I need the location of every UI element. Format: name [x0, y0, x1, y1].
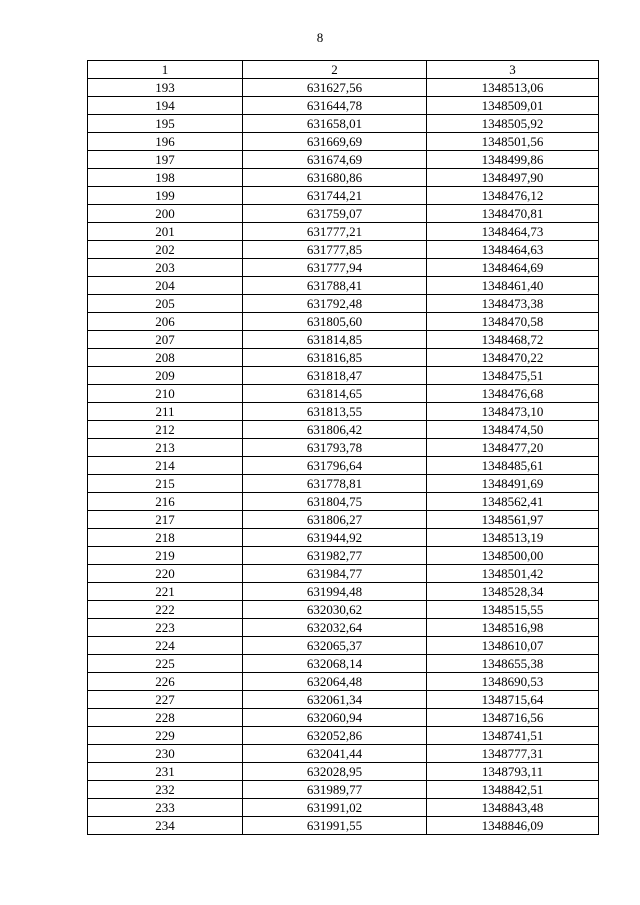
cell-y-coordinate: 1348509,01 [427, 97, 599, 115]
cell-point-number: 209 [88, 367, 243, 385]
cell-y-coordinate: 1348562,41 [427, 493, 599, 511]
cell-x-coordinate: 632032,64 [243, 619, 427, 637]
cell-point-number: 201 [88, 223, 243, 241]
table-row [88, 313, 599, 331]
cell-y-coordinate: 1348475,51 [427, 367, 599, 385]
cell-point-number: 225 [88, 655, 243, 673]
cell-x-coordinate: 632028,95 [243, 763, 427, 781]
table-row [88, 511, 599, 529]
cell-x-coordinate: 631984,77 [243, 565, 427, 583]
cell-point-number: 216 [88, 493, 243, 511]
cell-y-coordinate: 1348655,38 [427, 655, 599, 673]
cell-x-coordinate: 631982,77 [243, 547, 427, 565]
cell-x-coordinate: 631658,01 [243, 115, 427, 133]
cell-x-coordinate: 632061,34 [243, 691, 427, 709]
cell-x-coordinate: 631991,55 [243, 817, 427, 835]
column-header-number: 1 [88, 61, 243, 79]
cell-y-coordinate: 1348528,34 [427, 583, 599, 601]
cell-point-number: 218 [88, 529, 243, 547]
cell-y-coordinate: 1348501,42 [427, 565, 599, 583]
cell-point-number: 228 [88, 709, 243, 727]
cell-y-coordinate: 1348843,48 [427, 799, 599, 817]
cell-point-number: 226 [88, 673, 243, 691]
cell-point-number: 215 [88, 475, 243, 493]
cell-point-number: 212 [88, 421, 243, 439]
cell-y-coordinate: 1348485,61 [427, 457, 599, 475]
cell-point-number: 214 [88, 457, 243, 475]
cell-y-coordinate: 1348515,55 [427, 601, 599, 619]
table-row [88, 79, 599, 97]
cell-y-coordinate: 1348473,10 [427, 403, 599, 421]
cell-x-coordinate: 632065,37 [243, 637, 427, 655]
cell-x-coordinate: 631674,69 [243, 151, 427, 169]
cell-point-number: 194 [88, 97, 243, 115]
cell-point-number: 198 [88, 169, 243, 187]
table-row [88, 241, 599, 259]
cell-point-number: 205 [88, 295, 243, 313]
table-row [88, 457, 599, 475]
cell-y-coordinate: 1348491,69 [427, 475, 599, 493]
cell-point-number: 227 [88, 691, 243, 709]
cell-x-coordinate: 631777,85 [243, 241, 427, 259]
table-row [88, 277, 599, 295]
page-number: 8 [316, 30, 324, 45]
cell-x-coordinate: 631805,60 [243, 313, 427, 331]
cell-point-number: 231 [88, 763, 243, 781]
cell-x-coordinate: 631644,78 [243, 97, 427, 115]
cell-point-number: 224 [88, 637, 243, 655]
cell-y-coordinate: 1348793,11 [427, 763, 599, 781]
table-row [88, 439, 599, 457]
table-row [88, 601, 599, 619]
cell-point-number: 220 [88, 565, 243, 583]
table-row [88, 619, 599, 637]
table-row [88, 97, 599, 115]
cell-y-coordinate: 1348473,38 [427, 295, 599, 313]
cell-x-coordinate: 631744,21 [243, 187, 427, 205]
table-row [88, 331, 599, 349]
cell-y-coordinate: 1348513,06 [427, 79, 599, 97]
cell-x-coordinate: 631991,02 [243, 799, 427, 817]
cell-x-coordinate: 632064,48 [243, 673, 427, 691]
cell-y-coordinate: 1348561,97 [427, 511, 599, 529]
cell-x-coordinate: 631680,86 [243, 169, 427, 187]
cell-x-coordinate: 631792,48 [243, 295, 427, 313]
table-row [88, 565, 599, 583]
table-row [88, 151, 599, 169]
table-row [88, 133, 599, 151]
cell-y-coordinate: 1348470,58 [427, 313, 599, 331]
table-row [88, 799, 599, 817]
cell-x-coordinate: 631627,56 [243, 79, 427, 97]
table-row [88, 475, 599, 493]
cell-y-coordinate: 1348477,20 [427, 439, 599, 457]
table-row [88, 529, 599, 547]
cell-x-coordinate: 632060,94 [243, 709, 427, 727]
cell-point-number: 207 [88, 331, 243, 349]
cell-x-coordinate: 631814,65 [243, 385, 427, 403]
table-row [88, 781, 599, 799]
table-row [88, 187, 599, 205]
cell-y-coordinate: 1348513,19 [427, 529, 599, 547]
cell-point-number: 222 [88, 601, 243, 619]
cell-point-number: 229 [88, 727, 243, 745]
table-row [88, 421, 599, 439]
cell-y-coordinate: 1348500,00 [427, 547, 599, 565]
coordinates-table [87, 60, 599, 835]
table-header [88, 61, 599, 79]
table-row [88, 349, 599, 367]
cell-x-coordinate: 631994,48 [243, 583, 427, 601]
table-row [88, 763, 599, 781]
cell-x-coordinate: 632030,62 [243, 601, 427, 619]
cell-point-number: 195 [88, 115, 243, 133]
cell-y-coordinate: 1348715,64 [427, 691, 599, 709]
cell-point-number: 206 [88, 313, 243, 331]
table-row [88, 295, 599, 313]
table-row [88, 547, 599, 565]
cell-x-coordinate: 631777,21 [243, 223, 427, 241]
cell-point-number: 223 [88, 619, 243, 637]
cell-y-coordinate: 1348777,31 [427, 745, 599, 763]
cell-point-number: 196 [88, 133, 243, 151]
cell-point-number: 204 [88, 277, 243, 295]
cell-point-number: 234 [88, 817, 243, 835]
cell-x-coordinate: 631778,81 [243, 475, 427, 493]
cell-x-coordinate: 632052,86 [243, 727, 427, 745]
cell-y-coordinate: 1348846,09 [427, 817, 599, 835]
cell-point-number: 213 [88, 439, 243, 457]
table-row [88, 259, 599, 277]
table-row [88, 709, 599, 727]
cell-point-number: 217 [88, 511, 243, 529]
table-row [88, 655, 599, 673]
cell-y-coordinate: 1348476,68 [427, 385, 599, 403]
table-row [88, 367, 599, 385]
cell-y-coordinate: 1348610,07 [427, 637, 599, 655]
cell-y-coordinate: 1348464,69 [427, 259, 599, 277]
table-row [88, 637, 599, 655]
cell-y-coordinate: 1348470,22 [427, 349, 599, 367]
table-row [88, 673, 599, 691]
cell-x-coordinate: 631989,77 [243, 781, 427, 799]
table-row [88, 403, 599, 421]
table-row [88, 691, 599, 709]
cell-y-coordinate: 1348501,56 [427, 133, 599, 151]
table-row [88, 727, 599, 745]
cell-y-coordinate: 1348474,50 [427, 421, 599, 439]
cell-y-coordinate: 1348499,86 [427, 151, 599, 169]
cell-point-number: 219 [88, 547, 243, 565]
table-body [88, 79, 599, 835]
table-row [88, 817, 599, 835]
cell-x-coordinate: 632041,44 [243, 745, 427, 763]
header-row [88, 61, 599, 79]
cell-y-coordinate: 1348464,63 [427, 241, 599, 259]
table-row [88, 493, 599, 511]
cell-point-number: 197 [88, 151, 243, 169]
cell-point-number: 211 [88, 403, 243, 421]
cell-x-coordinate: 632068,14 [243, 655, 427, 673]
column-header-x: 2 [243, 61, 427, 79]
cell-y-coordinate: 1348741,51 [427, 727, 599, 745]
table-row [88, 223, 599, 241]
cell-x-coordinate: 631806,42 [243, 421, 427, 439]
cell-point-number: 193 [88, 79, 243, 97]
cell-x-coordinate: 631777,94 [243, 259, 427, 277]
cell-x-coordinate: 631813,55 [243, 403, 427, 421]
table-row [88, 205, 599, 223]
cell-point-number: 210 [88, 385, 243, 403]
cell-point-number: 232 [88, 781, 243, 799]
cell-x-coordinate: 631816,85 [243, 349, 427, 367]
cell-x-coordinate: 631806,27 [243, 511, 427, 529]
table-row [88, 169, 599, 187]
cell-y-coordinate: 1348468,72 [427, 331, 599, 349]
table-row [88, 385, 599, 403]
cell-y-coordinate: 1348497,90 [427, 169, 599, 187]
cell-y-coordinate: 1348461,40 [427, 277, 599, 295]
cell-x-coordinate: 631818,47 [243, 367, 427, 385]
cell-x-coordinate: 631796,64 [243, 457, 427, 475]
cell-x-coordinate: 631814,85 [243, 331, 427, 349]
cell-y-coordinate: 1348464,73 [427, 223, 599, 241]
table-row [88, 115, 599, 133]
cell-x-coordinate: 631804,75 [243, 493, 427, 511]
cell-x-coordinate: 631793,78 [243, 439, 427, 457]
cell-y-coordinate: 1348842,51 [427, 781, 599, 799]
table-row [88, 745, 599, 763]
cell-y-coordinate: 1348516,98 [427, 619, 599, 637]
cell-x-coordinate: 631788,41 [243, 277, 427, 295]
cell-x-coordinate: 631944,92 [243, 529, 427, 547]
cell-x-coordinate: 631759,07 [243, 205, 427, 223]
cell-y-coordinate: 1348690,53 [427, 673, 599, 691]
table-row [88, 583, 599, 601]
cell-point-number: 230 [88, 745, 243, 763]
column-header-y: 3 [427, 61, 599, 79]
cell-point-number: 199 [88, 187, 243, 205]
cell-y-coordinate: 1348476,12 [427, 187, 599, 205]
cell-point-number: 233 [88, 799, 243, 817]
cell-x-coordinate: 631669,69 [243, 133, 427, 151]
cell-point-number: 221 [88, 583, 243, 601]
cell-point-number: 203 [88, 259, 243, 277]
cell-point-number: 202 [88, 241, 243, 259]
cell-y-coordinate: 1348716,56 [427, 709, 599, 727]
cell-y-coordinate: 1348505,92 [427, 115, 599, 133]
cell-point-number: 200 [88, 205, 243, 223]
cell-point-number: 208 [88, 349, 243, 367]
cell-y-coordinate: 1348470,81 [427, 205, 599, 223]
